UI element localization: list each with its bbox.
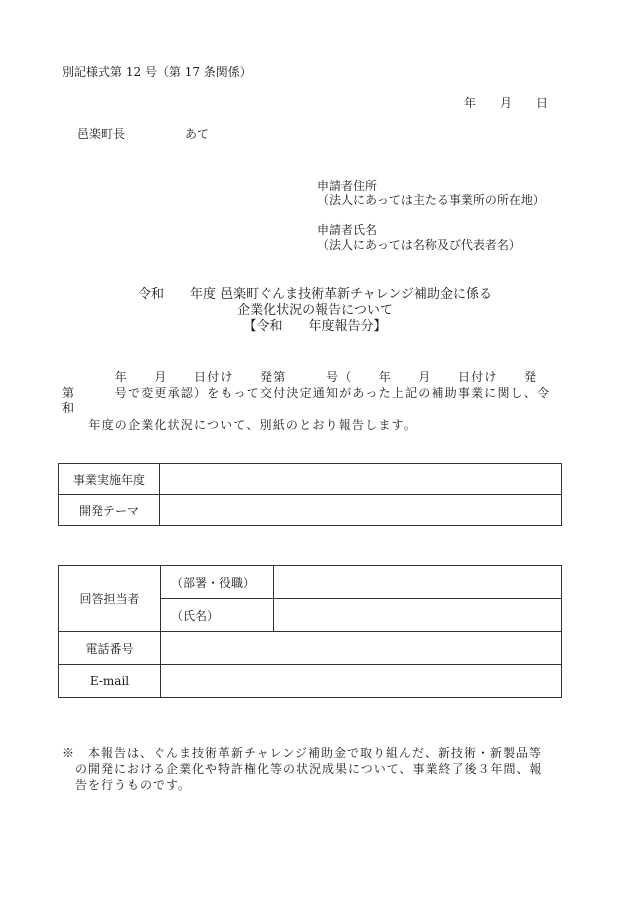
department-field[interactable] <box>274 566 562 599</box>
body-text-line2: 第 号で変更承認）をもって交付決定通知があった上記の補助事業に関し、令 <box>62 386 551 400</box>
document-title-line2: 企業化状況の報告について <box>237 303 393 318</box>
contact-name-field[interactable] <box>274 599 562 632</box>
applicant-address-note: （法人にあっては主たる事業所の所在地） <box>317 193 545 207</box>
project-year-field[interactable] <box>160 464 562 495</box>
document-title-line1: 令和 年度 邑楽町ぐんま技術革新チャレンジ補助金に係る <box>137 287 493 302</box>
form-number: 別記様式第 12 号（第 17 条関係） <box>62 65 252 79</box>
development-theme-label: 開発テーマ <box>59 495 160 526</box>
contact-name-label: （氏名） <box>161 599 274 632</box>
contact-person-label: 回答担当者 <box>59 566 161 632</box>
contact-info-table <box>58 565 562 698</box>
note-line2: の開発における企業化や特許権化等の状況成果について、事業終了後３年間、報 <box>62 762 543 776</box>
body-text-line3: 和 <box>62 401 76 415</box>
applicant-name-label: 申請者氏名 <box>317 223 378 237</box>
date-line: 年 月 日 <box>464 96 549 110</box>
phone-label: 電話番号 <box>59 632 161 665</box>
addressee: 邑楽町長 あて <box>77 127 210 141</box>
phone-field[interactable] <box>161 632 562 665</box>
note-line1: ※ 本報告は、ぐんま技術革新チャレンジ補助金で取り組んだ、新技術・新製品等 <box>62 746 543 760</box>
project-info-table <box>58 463 562 526</box>
applicant-name-note: （法人にあっては名称及び代表者名） <box>317 238 521 252</box>
development-theme-field[interactable] <box>160 495 562 526</box>
note-line3: 告を行うものです。 <box>62 778 192 792</box>
body-text-line4: 年度の企業化状況について、別紙のとおり報告します。 <box>62 418 417 432</box>
project-year-label: 事業実施年度 <box>59 464 160 495</box>
document-title-line3: 【令和 年度報告分】 <box>243 319 387 334</box>
applicant-address-label: 申請者住所 <box>317 179 378 193</box>
department-label: （部署・役職） <box>161 566 274 599</box>
body-text-line1: 年 月 日付け 発第 号（ 年 月 日付け 発 <box>62 370 538 384</box>
email-label: E-mail <box>59 665 161 698</box>
email-field[interactable] <box>161 665 562 698</box>
